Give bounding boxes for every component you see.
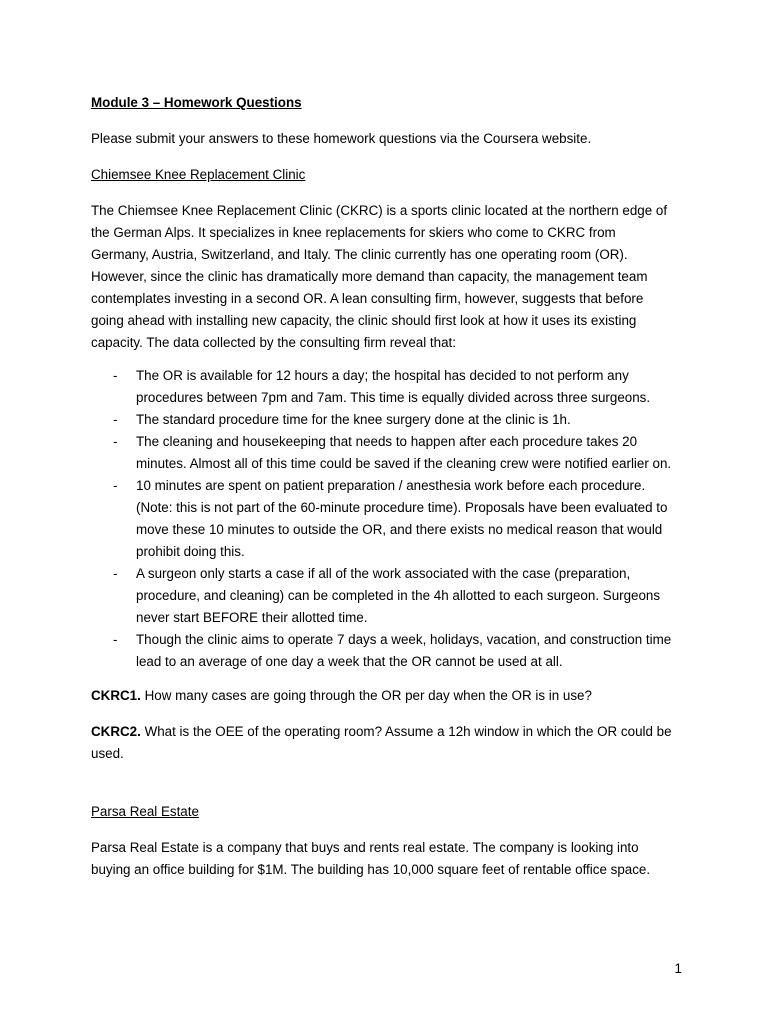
section-heading-parsa: Parsa Real Estate: [91, 804, 199, 819]
bullet-marker: -: [113, 632, 118, 647]
bullet-text: Though the clinic aims to operate 7 days a week, holidays, vacation, and construction time lead to an average of one day a week that the OR cannot be used at all.: [136, 632, 672, 669]
bullet-marker: -: [113, 434, 118, 449]
ckrc-bullet-list: [91, 365, 677, 673]
intro-paragraph: Please submit your answers to these homework questions via the Coursera website.: [91, 131, 592, 146]
bullet-text: A surgeon only starts a case if all of the work associated with the case (preparation, procedure, and cleaning) can be completed in the 4h allotted to each surgeon. Surgeons never start BEFORE their allotted time.: [136, 566, 661, 625]
question-text: What is the OEE of the operating room? Assume a 12h window in which the OR could be used.: [91, 724, 672, 761]
bullet-marker: -: [113, 478, 118, 493]
question-label: CKRC2.: [91, 724, 141, 739]
list-item: [91, 365, 677, 409]
list-item: [91, 475, 677, 563]
bullet-marker: -: [113, 566, 118, 581]
page-number: 1: [674, 961, 682, 976]
bullet-marker: -: [113, 412, 118, 427]
list-item: [91, 563, 677, 629]
bullet-text: 10 minutes are spent on patient preparation / anesthesia work before each procedure. (Note: this is not part of the 60-minute procedure time). Proposals have been evaluated to move these 10 minutes to outside the OR, and there exists no medical reason that would prohibit doing this.: [136, 478, 668, 559]
section-heading-ckrc: Chiemsee Knee Replacement Clinic: [91, 167, 306, 182]
list-item: [91, 629, 677, 673]
question-text: How many cases are going through the OR per day when the OR is in use?: [140, 688, 592, 703]
question-ckrc2: [91, 721, 677, 765]
page-title: Module 3 – Homework Questions: [91, 95, 302, 110]
list-item: [91, 409, 677, 431]
question-ckrc1: [91, 685, 677, 707]
document-body: [91, 92, 677, 881]
bullet-text: The standard procedure time for the knee surgery done at the clinic is 1h.: [136, 412, 571, 427]
bullet-marker: -: [113, 368, 118, 383]
bullet-text: The cleaning and housekeeping that needs to happen after each procedure takes 20 minutes. Almost all of this time could be saved if the cleaning crew were notified earlier on.: [136, 434, 672, 471]
list-item: [91, 431, 677, 475]
question-label: CKRC1.: [91, 688, 141, 703]
bullet-text: The OR is available for 12 hours a day; the hospital has decided to not perform any procedures between 7pm and 7am. This time is equally divided across three surgeons.: [136, 368, 651, 405]
ckrc-paragraph: The Chiemsee Knee Replacement Clinic (CKRC) is a sports clinic located at the northern edge of the German Alps. It specializes in knee replacements for skiers who come to CKRC from Germany, Austria, Switzerland, and Italy. The clinic currently has one operating room (OR). However, since the clinic has dramatically more demand than capacity, the management team contemplates investing in a second OR. A lean consulting firm, however, suggests that before going ahead with installing new capacity, the clinic should first look at how it uses its existing capacity. The data collected by the consulting firm reveal that:: [91, 203, 668, 350]
parsa-paragraph: Parsa Real Estate is a company that buys and rents real estate. The company is looking into buying an office building for $1M. The building has 10,000 square feet of rentable office space.: [91, 840, 651, 877]
